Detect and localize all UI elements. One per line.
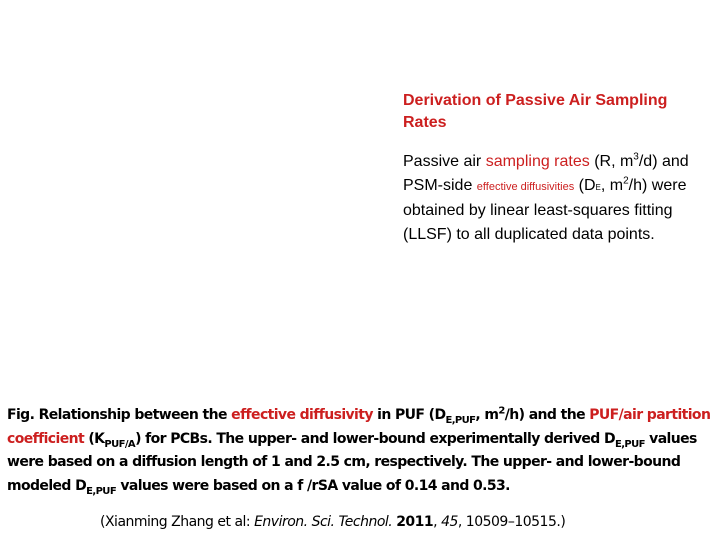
caption-text-15: values were based on a f /rSA value of 0.14 and 0.53. (116, 477, 510, 494)
body-superscript-3: 3 (633, 151, 639, 163)
caption-superscript: 2 (498, 405, 505, 417)
partition-coefficient-term: PUF/air partition coefficient (7, 407, 711, 447)
body-text-11: /h) were obtained by linear least-squares fitting (LLSF) to all duplicated data points. (403, 176, 687, 243)
caption-text-13: values were based on a diffusion length of 1 and 2.5 cm, respectively. The upper- and lower-bound modeled D (7, 430, 697, 494)
slide-title: Derivation of Passive Air Sampling Rates (403, 92, 668, 131)
body-text-9: , m (600, 176, 624, 194)
body-paragraph (403, 150, 713, 246)
caption-text-7: /h) and the (504, 407, 590, 423)
citation-authors: (Xianming Zhang et al: (100, 514, 255, 530)
caption-subscript-4: E,PUF (86, 485, 117, 497)
caption-text-11: ) for PCBs. The upper- and lower-bound experimentally derived D (135, 430, 615, 447)
body-text-3: (R, m (589, 153, 634, 170)
body-text-5: /d) and PSM-side (403, 153, 689, 194)
body-text-1: Passive air (403, 153, 486, 170)
effective-diffusivity-term: effective diffusivity (231, 407, 373, 423)
citation-pages: , 10509–10515.) (457, 514, 566, 530)
sampling-rates-term: sampling rates (485, 153, 590, 170)
citation (100, 512, 565, 532)
caption-text-5: , m (475, 407, 499, 423)
caption-text-9: (K (84, 430, 105, 447)
citation-comma: , (433, 514, 442, 530)
figure-caption (7, 404, 713, 498)
caption-subscript-1: E,PUF (445, 414, 476, 426)
body-subscript-e: E (595, 182, 601, 192)
caption-subscript-3: E,PUF (614, 438, 645, 450)
citation-volume: 45 (441, 514, 458, 530)
effective-diffusivities-term: effective diffusivities (476, 180, 575, 193)
caption-text-1: Fig. Relationship between the (7, 407, 232, 423)
caption-subscript-2: PUF/A (104, 438, 136, 450)
body-superscript-2: 2 (623, 175, 629, 187)
body-text-7: (D (574, 176, 596, 194)
caption-text-3: in PUF (D (372, 407, 446, 423)
citation-year: 2011 (396, 514, 434, 530)
citation-journal: Environ. Sci. Technol. (254, 514, 393, 530)
